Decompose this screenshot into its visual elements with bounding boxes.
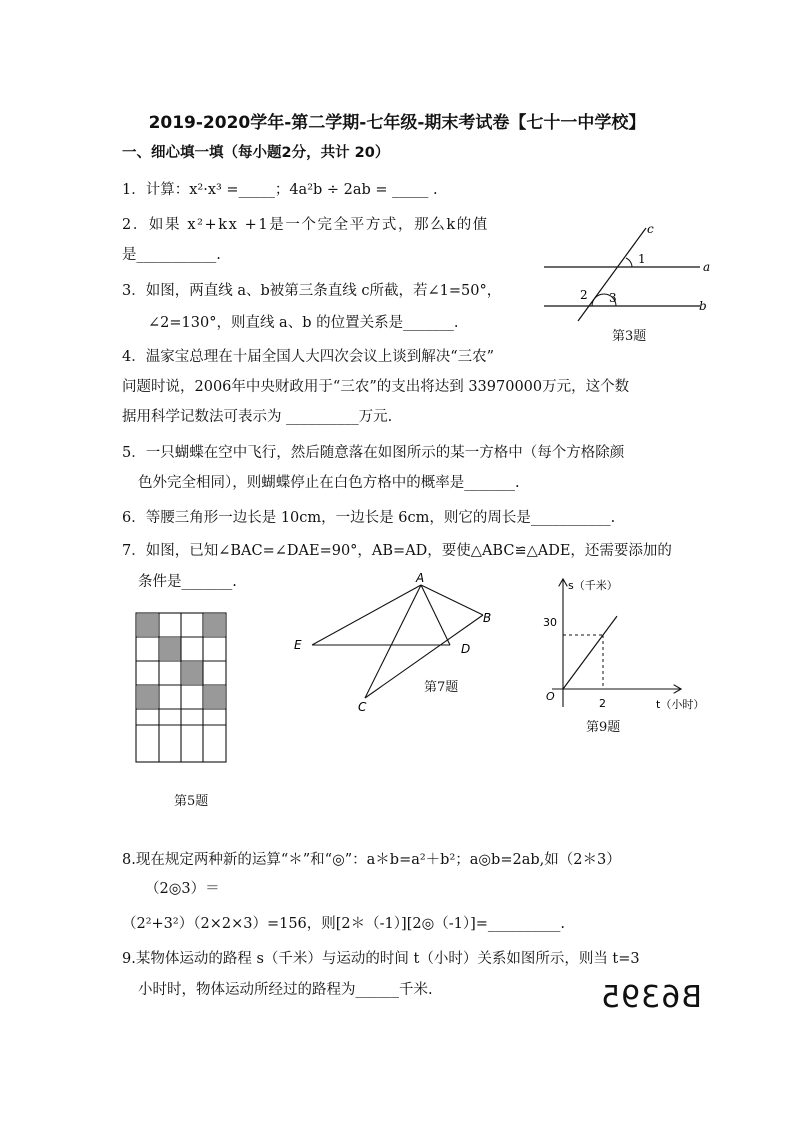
question-3-line-1: 3．如图，两直线 a、b被第三条直线 c所截，若∠1=50°， — [122, 283, 502, 299]
y-tick-label: 30 — [543, 616, 557, 629]
label-a: a — [703, 260, 711, 274]
point-E: E — [294, 638, 302, 652]
point-A: A — [416, 571, 425, 585]
question-4-line-2: 问题时说，2006年中央财政用于“三农”的支出将达到 33970000万元，这个数 — [122, 379, 630, 395]
question-8-line-2: （2◎3）＝ — [145, 881, 220, 897]
question-8-line-1: 8.现在规定两种新的运算“＊”和“◎”：a＊b=a²＋b²；a◎b=2ab,如（2＊3） — [122, 852, 621, 868]
question-5-line-1: 5．一只蝴蝶在空中飞行，然后随意落在如图所示的某一方格中（每个方格除颜 — [122, 445, 625, 461]
figure-5-caption: 第5题 — [174, 794, 209, 809]
question-9-line-2: 小时时，物体运动所经过的路程为______千米. — [138, 982, 433, 998]
question-9-line-1: 9.某物体运动的路程 s（千米）与运动的时间 t（小时）关系如图所示，则当 t=3 — [122, 951, 640, 967]
x-axis-label: t（小时） — [656, 698, 705, 711]
y-axis-label: s（千米） — [568, 579, 618, 592]
origin-label: O — [546, 690, 555, 703]
figure-7-caption: 第7题 — [424, 680, 459, 695]
question-6: 6．等腰三角形一边长是 10cm，一边长是 6cm，则它的周长是___________. — [122, 510, 616, 526]
figure-7-triangles — [290, 570, 500, 715]
point-D: D — [461, 642, 471, 656]
x-tick-label: 2 — [599, 697, 606, 710]
question-5-line-2: 色外完全相同），则蝴蝶停止在白色方格中的概率是_______. — [138, 475, 520, 491]
section-heading: 一、细心填一填（每小题2分，共计 20） — [122, 145, 390, 161]
angle-3-label: 3 — [609, 291, 617, 305]
question-7-line-1: 7．如图，已知∠BAC=∠DAE=90°，AB=AD，要使△ABC≌△ADE，还需要添加的 — [122, 543, 672, 559]
figure-3-parallel-lines — [540, 222, 720, 322]
label-b: b — [699, 299, 707, 313]
figure-5-grid — [134, 610, 234, 766]
mirrored-stamp: B6395 — [600, 980, 702, 1015]
question-4-line-3: 据用科学记数法可表示为 __________万元. — [122, 409, 393, 425]
point-C: C — [358, 700, 367, 714]
point-B: B — [483, 611, 492, 625]
angle-2-label: 2 — [580, 288, 588, 302]
exam-title: 2019-2020学年-第二学期-七年级-期末考试卷【七十一中学校】 — [148, 113, 646, 133]
question-4-line-1: 4．温家宝总理在十届全国人大四次会议上谈到解决“三农” — [122, 349, 495, 365]
figure-9-chart — [530, 572, 720, 717]
question-1: 1．计算：x²·x³ =_____；4a²b ÷ 2ab = _____ . — [122, 182, 438, 198]
figure-3-caption: 第3题 — [612, 329, 647, 344]
series-line — [563, 616, 617, 689]
figure-9-caption: 第9题 — [586, 720, 621, 735]
question-8-line-3: （2²+3²）（2×2×3）=156，则[2＊（-1）][2◎（-1）]=__________. — [122, 916, 566, 932]
label-c: c — [647, 222, 654, 236]
question-2-line-2: 是___________. — [122, 247, 221, 263]
question-2-line-1: 2．如果 x²+kx +1是一个完全平方式，那么k的值 — [122, 217, 489, 233]
angle-1-label: 1 — [638, 252, 646, 266]
question-7-line-2: 条件是_______. — [138, 574, 237, 590]
question-3-line-2: ∠2=130°，则直线 a、b 的位置关系是_______. — [148, 315, 459, 331]
